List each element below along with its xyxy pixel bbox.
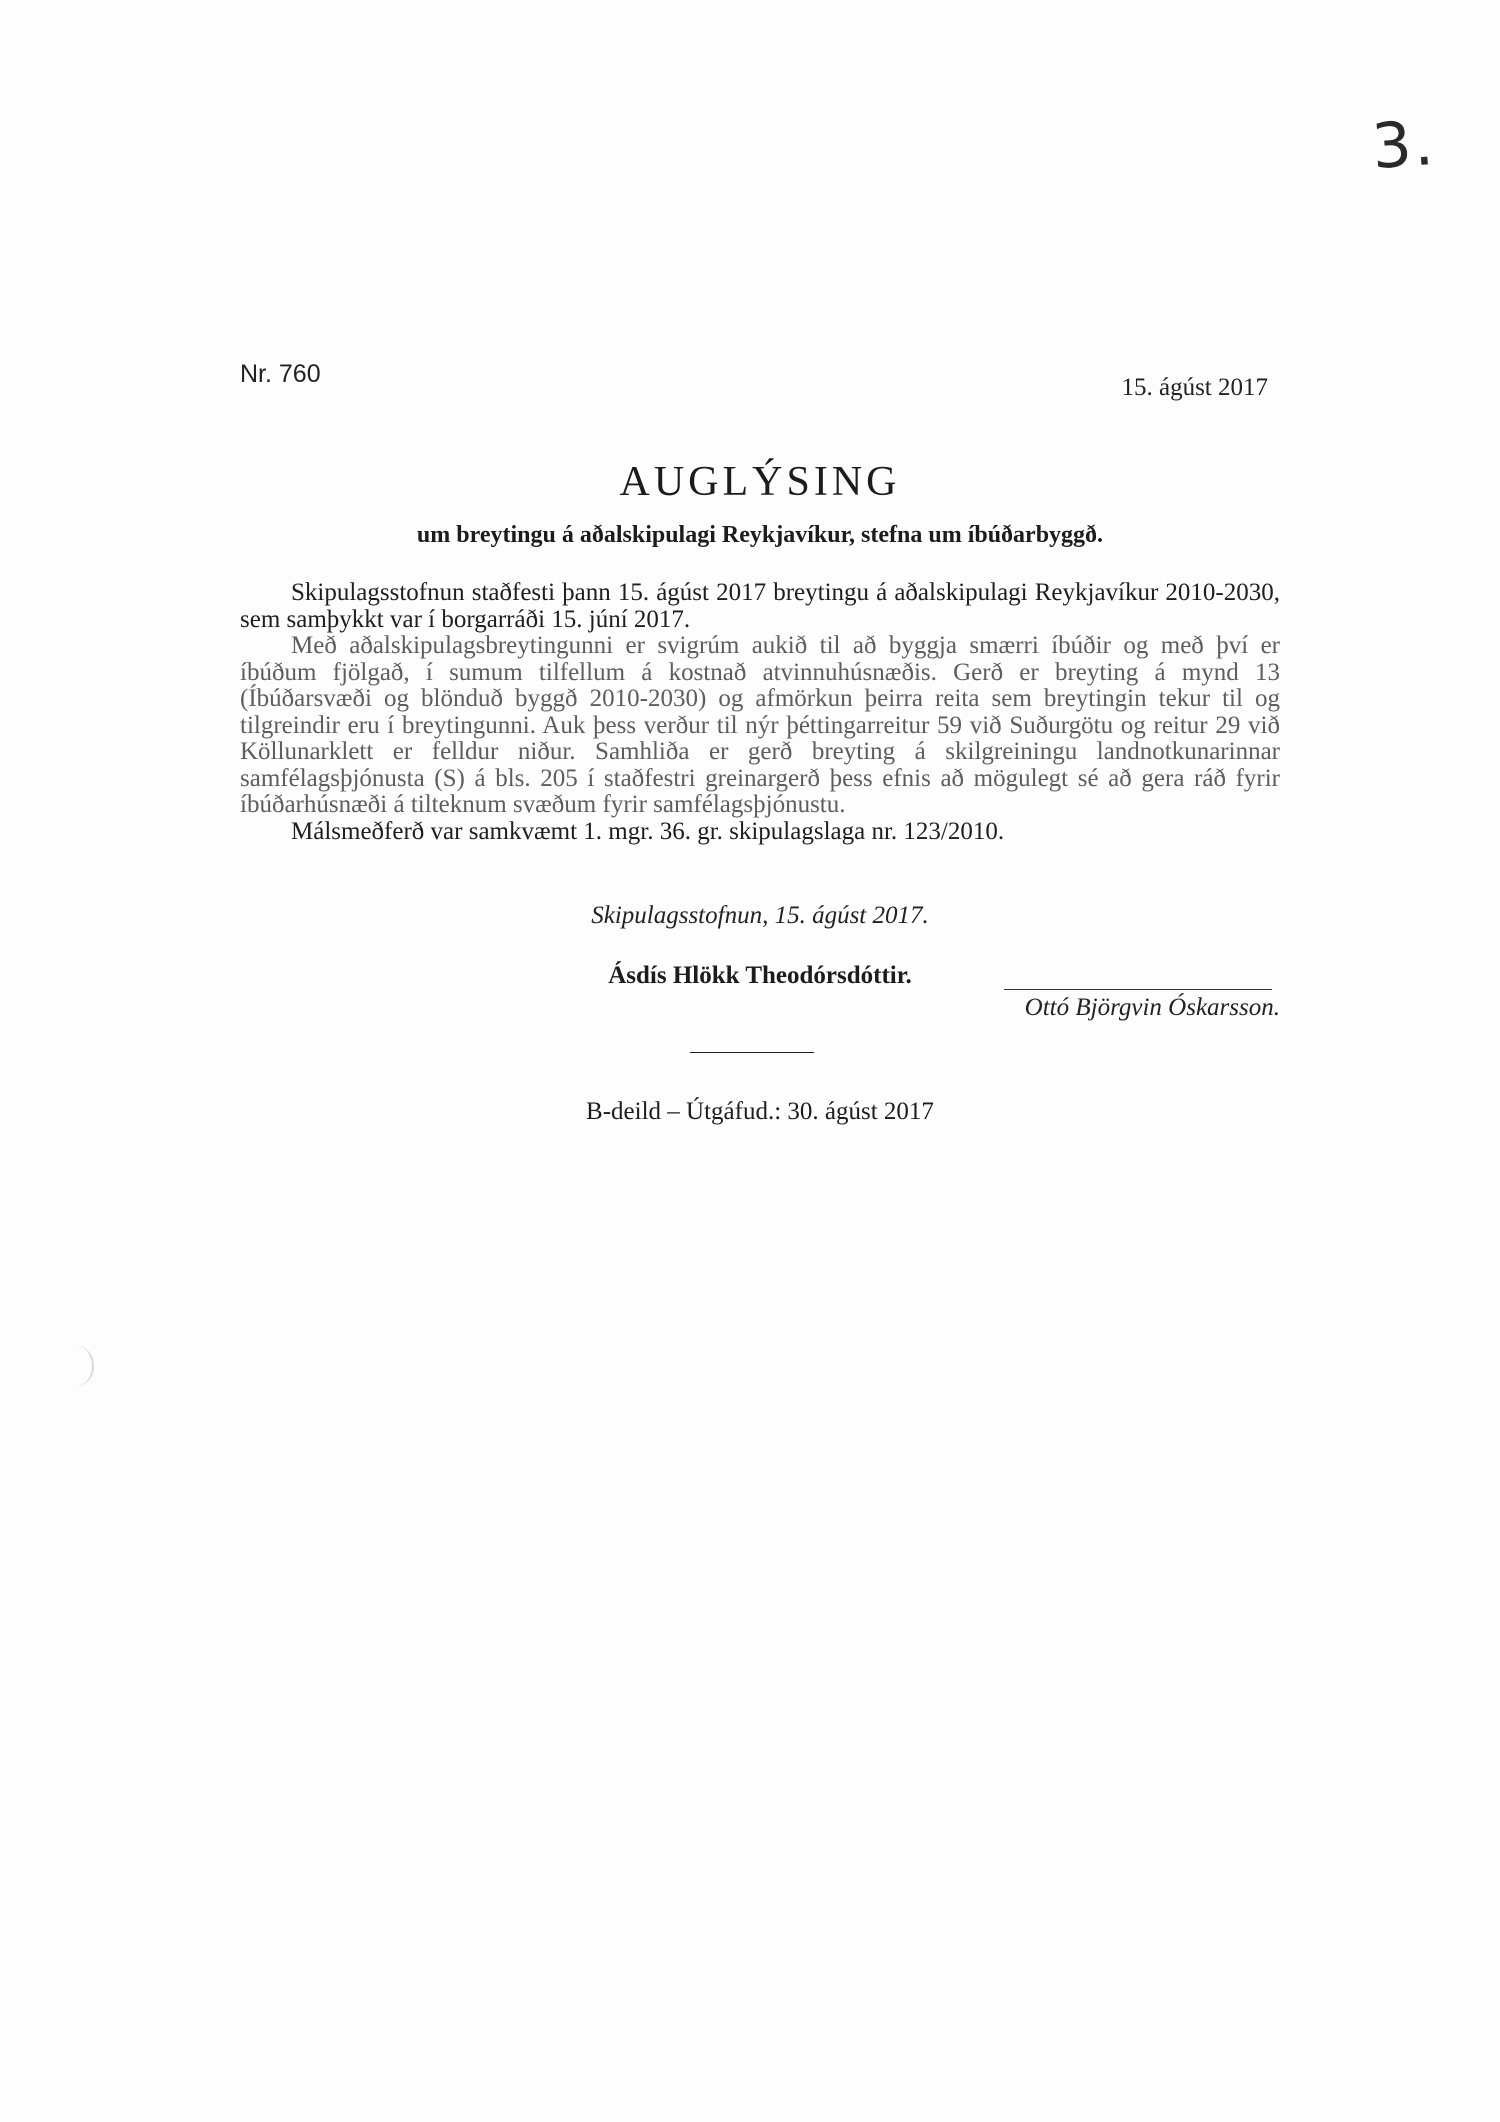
scan-artifact-mark [74, 1345, 94, 1387]
handwritten-page-mark: 3. [1369, 105, 1438, 184]
signer-secondary: Ottó Björgvin Óskarsson. [1024, 994, 1280, 1021]
paragraph-confirmation: Skipulagsstofnun staðfesti þann 15. ágúst 2017 breytingu á aðalskipulagi Reykjavíkur 2010-2030, sem samþykkt var í borgarráði 15. júní 2017. [240, 579, 1280, 633]
document-subtitle: um breytingu á aðalskipulagi Reykjavíkur, stefna um íbúðarbyggð. [416, 522, 1104, 548]
document-number: Nr. 760 [240, 360, 321, 388]
paragraph-description: Með aðalskipulagsbreytingunni er svigrúm aukið til að byggja smærri íbúðir og með því er íbúðum fjölgað, í sumum tilfellum á kostnað atvinnuhúsnæðis. Gerð er breyting á mynd 13 (Íbúðarsvæði og blönduð byggð 2010-2030) og afmörkun þeirra reita sem breytingin tekur til og tilgreindir eru í breytingunni. Auk þess verður til nýr þéttingarreitur 59 við Suðurgötu og reitur 29 við Köllunarklett er felldur niður. Samhliða er gerð breyting á skilgreiningu landnotkunarinnar samfélagsþjónusta (S) á bls. 205 í staðfestri greinargerð þess efnis að mögulegt sé að gera ráð fyrir íbúðarhúsnæði á tilteknum svæðum fyrir samfélagsþjónustu. [240, 632, 1280, 818]
paragraph-procedure: Málsmeðferð var samkvæmt 1. mgr. 36. gr. skipulagslaga nr. 123/2010. [291, 817, 1005, 845]
place-and-date: Skipulagsstofnun, 15. ágúst 2017. [591, 902, 929, 929]
publication-info: B-deild – Útgáfud.: 30. ágúst 2017 [586, 1098, 934, 1125]
document-title: AUGLÝSING [619, 459, 901, 505]
signature-line [1004, 989, 1272, 990]
signer-primary: Ásdís Hlökk Theodórsdóttir. [608, 962, 912, 989]
document-date: 15. ágúst 2017 [1121, 374, 1268, 401]
divider-line [690, 1052, 814, 1053]
document-body [240, 580, 1280, 845]
